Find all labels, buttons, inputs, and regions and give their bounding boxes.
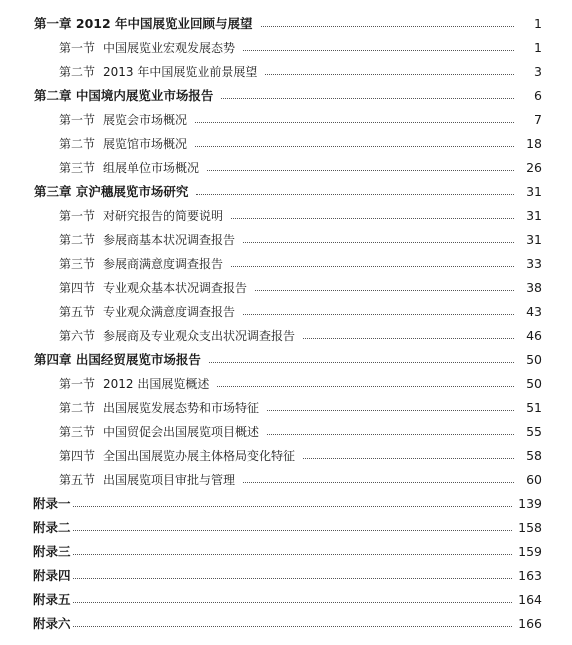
section-name: 出国展览项目审批与管理 xyxy=(103,472,236,487)
section-name: 2013 年中国展览业前景展望 xyxy=(103,64,258,79)
dot-leader xyxy=(261,25,514,27)
page-number: 159 xyxy=(518,543,542,559)
section-label: 第一节 xyxy=(59,40,96,55)
page-number: 139 xyxy=(518,495,542,511)
section-name: 中国贸促会出国展览项目概述 xyxy=(103,424,260,439)
dot-leader xyxy=(303,337,514,339)
dot-leader xyxy=(231,265,514,267)
toc-chapter-2[interactable] xyxy=(0,83,572,107)
dot-leader xyxy=(196,193,514,195)
toc-section-4-1[interactable] xyxy=(0,371,572,395)
toc-section-2-2[interactable] xyxy=(0,131,572,155)
section-title xyxy=(59,279,247,296)
dot-leader xyxy=(195,121,514,123)
toc-section-3-1[interactable] xyxy=(0,203,572,227)
section-name: 2012 出国展览概述 xyxy=(103,376,210,391)
toc-appendix-3[interactable] xyxy=(0,539,572,563)
toc-section-4-5[interactable] xyxy=(0,467,572,491)
section-name: 中国展览业宏观发展态势 xyxy=(103,40,236,55)
appendix-title: 附录五 xyxy=(33,592,71,607)
section-name: 全国出国展览办展主体格局变化特征 xyxy=(103,448,296,463)
toc-chapter-4[interactable] xyxy=(0,347,572,371)
section-label: 第一节 xyxy=(59,208,96,223)
page-number: 1 xyxy=(534,15,542,31)
section-label: 第三节 xyxy=(59,256,96,271)
section-name: 参展商满意度调查报告 xyxy=(103,256,224,271)
chapter-label: 第一章 xyxy=(34,16,72,31)
section-name: 参展商基本状况调查报告 xyxy=(103,232,236,247)
page-number: 26 xyxy=(526,159,542,175)
dot-leader xyxy=(73,505,513,507)
dot-leader xyxy=(221,97,514,99)
section-name: 组展单位市场概况 xyxy=(103,160,200,175)
dot-leader xyxy=(73,577,513,579)
dot-leader xyxy=(265,73,514,75)
section-name: 参展商及专业观众支出状况调查报告 xyxy=(103,328,296,343)
dot-leader xyxy=(243,49,514,51)
toc-appendix-6[interactable] xyxy=(0,611,572,635)
section-label: 第二节 xyxy=(59,136,96,151)
page-number: 158 xyxy=(518,519,542,535)
page-number: 38 xyxy=(526,279,542,295)
chapter-label: 第三章 xyxy=(34,184,72,199)
page-number: 31 xyxy=(526,207,542,223)
section-name: 对研究报告的简要说明 xyxy=(103,208,224,223)
chapter-label: 第二章 xyxy=(34,88,72,103)
dot-leader xyxy=(209,361,514,363)
appendix-title: 附录一 xyxy=(33,496,71,511)
dot-leader xyxy=(267,433,514,435)
section-title xyxy=(59,399,259,416)
section-title xyxy=(59,423,259,440)
chapter-name: 2012 年中国展览业回顾与展望 xyxy=(75,16,253,31)
table-of-contents xyxy=(0,11,572,635)
section-label: 第四节 xyxy=(59,448,96,463)
toc-section-3-6[interactable] xyxy=(0,323,572,347)
page-number: 58 xyxy=(526,447,542,463)
toc-appendix-4[interactable] xyxy=(0,563,572,587)
section-name: 出国展览发展态势和市场特征 xyxy=(103,400,260,415)
page-number: 163 xyxy=(518,567,542,583)
section-title xyxy=(59,447,295,464)
dot-leader xyxy=(73,553,513,555)
dot-leader xyxy=(255,289,514,291)
section-label: 第四节 xyxy=(59,280,96,295)
page-number: 18 xyxy=(526,135,542,151)
section-title xyxy=(59,111,187,128)
section-title xyxy=(59,255,223,272)
section-title xyxy=(59,375,209,392)
section-label: 第五节 xyxy=(59,472,96,487)
section-label: 第三节 xyxy=(59,160,96,175)
page-number: 50 xyxy=(526,351,542,367)
toc-appendix-2[interactable] xyxy=(0,515,572,539)
dot-leader xyxy=(303,457,514,459)
toc-section-2-1[interactable] xyxy=(0,107,572,131)
chapter-title xyxy=(34,182,188,200)
section-label: 第二节 xyxy=(59,400,96,415)
toc-appendix-1[interactable] xyxy=(0,491,572,515)
section-title xyxy=(59,303,235,320)
section-label: 第三节 xyxy=(59,424,96,439)
toc-section-3-2[interactable] xyxy=(0,227,572,251)
toc-appendix-5[interactable] xyxy=(0,587,572,611)
section-title xyxy=(59,207,223,224)
section-title xyxy=(59,63,257,80)
page-number: 1 xyxy=(534,39,542,55)
page-number: 31 xyxy=(526,183,542,199)
page-number: 3 xyxy=(534,63,542,79)
dot-leader xyxy=(73,625,513,627)
dot-leader xyxy=(73,529,513,531)
section-name: 展览会市场概况 xyxy=(103,112,188,127)
section-label: 第二节 xyxy=(59,64,96,79)
section-label: 第五节 xyxy=(59,304,96,319)
chapter-name: 出国经贸展览市场报告 xyxy=(75,352,201,367)
dot-leader xyxy=(243,241,514,243)
dot-leader xyxy=(231,217,514,219)
section-label: 第一节 xyxy=(59,112,96,127)
section-title xyxy=(59,159,199,176)
page-number: 31 xyxy=(526,231,542,247)
page-number: 6 xyxy=(534,87,542,103)
toc-section-1-2[interactable] xyxy=(0,59,572,83)
page-number: 33 xyxy=(526,255,542,271)
section-title xyxy=(59,135,187,152)
appendix-title: 附录六 xyxy=(33,616,71,631)
chapter-title xyxy=(34,14,253,32)
dot-leader xyxy=(243,313,514,315)
toc-section-2-3[interactable] xyxy=(0,155,572,179)
appendix-title: 附录二 xyxy=(33,520,71,535)
section-label: 第六节 xyxy=(59,328,96,343)
appendix-title: 附录四 xyxy=(33,568,71,583)
chapter-label: 第四章 xyxy=(34,352,72,367)
toc-section-3-5[interactable] xyxy=(0,299,572,323)
page-number: 46 xyxy=(526,327,542,343)
section-name: 展览馆市场概况 xyxy=(103,136,188,151)
section-title xyxy=(59,231,235,248)
toc-section-3-3[interactable] xyxy=(0,251,572,275)
section-label: 第一节 xyxy=(59,376,96,391)
chapter-name: 京沪穗展览市场研究 xyxy=(75,184,189,199)
page-number: 60 xyxy=(526,471,542,487)
toc-section-4-3[interactable] xyxy=(0,419,572,443)
chapter-name: 中国境内展览业市场报告 xyxy=(75,88,214,103)
section-name: 专业观众基本状况调查报告 xyxy=(103,280,248,295)
dot-leader xyxy=(243,481,514,483)
toc-section-4-2[interactable] xyxy=(0,395,572,419)
chapter-title xyxy=(34,86,213,104)
toc-section-1-1[interactable] xyxy=(0,35,572,59)
page-number: 51 xyxy=(526,399,542,415)
section-title xyxy=(59,327,295,344)
toc-chapter-1[interactable] xyxy=(0,11,572,35)
toc-chapter-3[interactable] xyxy=(0,179,572,203)
page-number: 50 xyxy=(526,375,542,391)
dot-leader xyxy=(217,385,514,387)
page-number: 55 xyxy=(526,423,542,439)
dot-leader xyxy=(73,601,513,603)
toc-section-3-4[interactable] xyxy=(0,275,572,299)
dot-leader xyxy=(207,169,514,171)
chapter-title xyxy=(34,350,201,368)
section-title xyxy=(59,471,235,488)
dot-leader xyxy=(267,409,514,411)
page-number: 164 xyxy=(518,591,542,607)
page-number: 166 xyxy=(518,615,542,631)
appendix-title: 附录三 xyxy=(33,544,71,559)
page-number: 43 xyxy=(526,303,542,319)
section-name: 专业观众满意度调查报告 xyxy=(103,304,236,319)
dot-leader xyxy=(195,145,514,147)
section-label: 第二节 xyxy=(59,232,96,247)
page-number: 7 xyxy=(534,111,542,127)
section-title xyxy=(59,39,235,56)
toc-section-4-4[interactable] xyxy=(0,443,572,467)
